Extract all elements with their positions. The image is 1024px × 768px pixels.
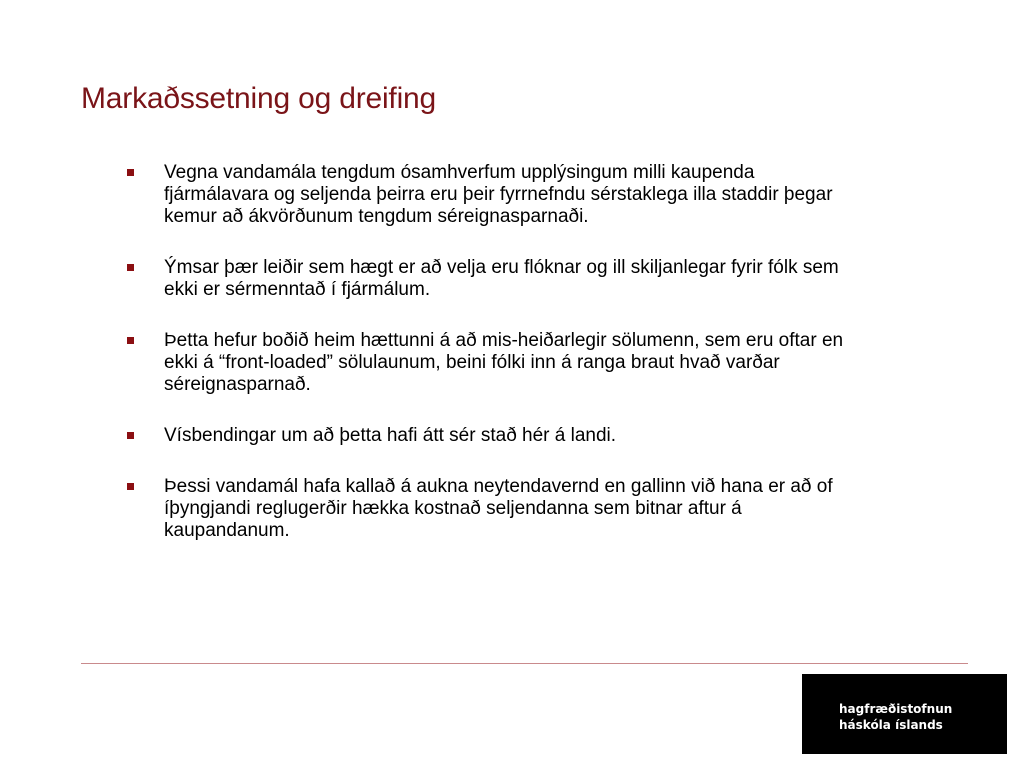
bullet-item [0, 476, 864, 542]
bullet-item [0, 330, 864, 396]
bullet-text: Vísbendingar um að þetta hafi átt sér stað hér á landi. [164, 425, 617, 446]
bullet-item [0, 162, 864, 228]
square-bullet-icon [127, 483, 134, 490]
bullet-text: Þessi vandamál hafa kallað á aukna neytendavernd en gallinn við hana er að of íþyngjandi reglugerðir hækka kostnað seljendanna sem bitnar aftur á kaupandanum. [164, 476, 833, 541]
logo-line-2: háskóla íslands [839, 718, 943, 732]
bullet-list [0, 162, 1024, 542]
footer-divider [81, 663, 968, 664]
bullet-item [0, 425, 864, 447]
bullet-text: Þetta hefur boðið heim hættunni á að mis-heiðarlegir sölumenn, sem eru oftar en ekki á “front-loaded” sölulaunum, beini fólki inn á ranga braut hvað varðar séreignasparnað. [164, 330, 844, 395]
bullet-text: Ýmsar þær leiðir sem hægt er að velja eru flóknar og ill skiljanlegar fyrir fólk sem ekki er sérmenntað í fjármálum. [164, 257, 839, 300]
square-bullet-icon [127, 432, 134, 439]
slide-title: Markaðssetning og dreifing [81, 82, 437, 115]
bullet-item [0, 257, 864, 301]
square-bullet-icon [127, 337, 134, 344]
institution-logo [802, 674, 1007, 754]
bullet-text: Vegna vandamála tengdum ósamhverfum upplýsingum milli kaupenda fjármálavara og seljenda þeirra eru þeir fyrrnefndu sérstaklega illa staddir þegar kemur að ákvörðunum tengdum séreignasparnaði. [164, 162, 833, 227]
square-bullet-icon [127, 264, 134, 271]
logo-line-1: hagfræðistofnun [839, 702, 953, 716]
square-bullet-icon [127, 169, 134, 176]
